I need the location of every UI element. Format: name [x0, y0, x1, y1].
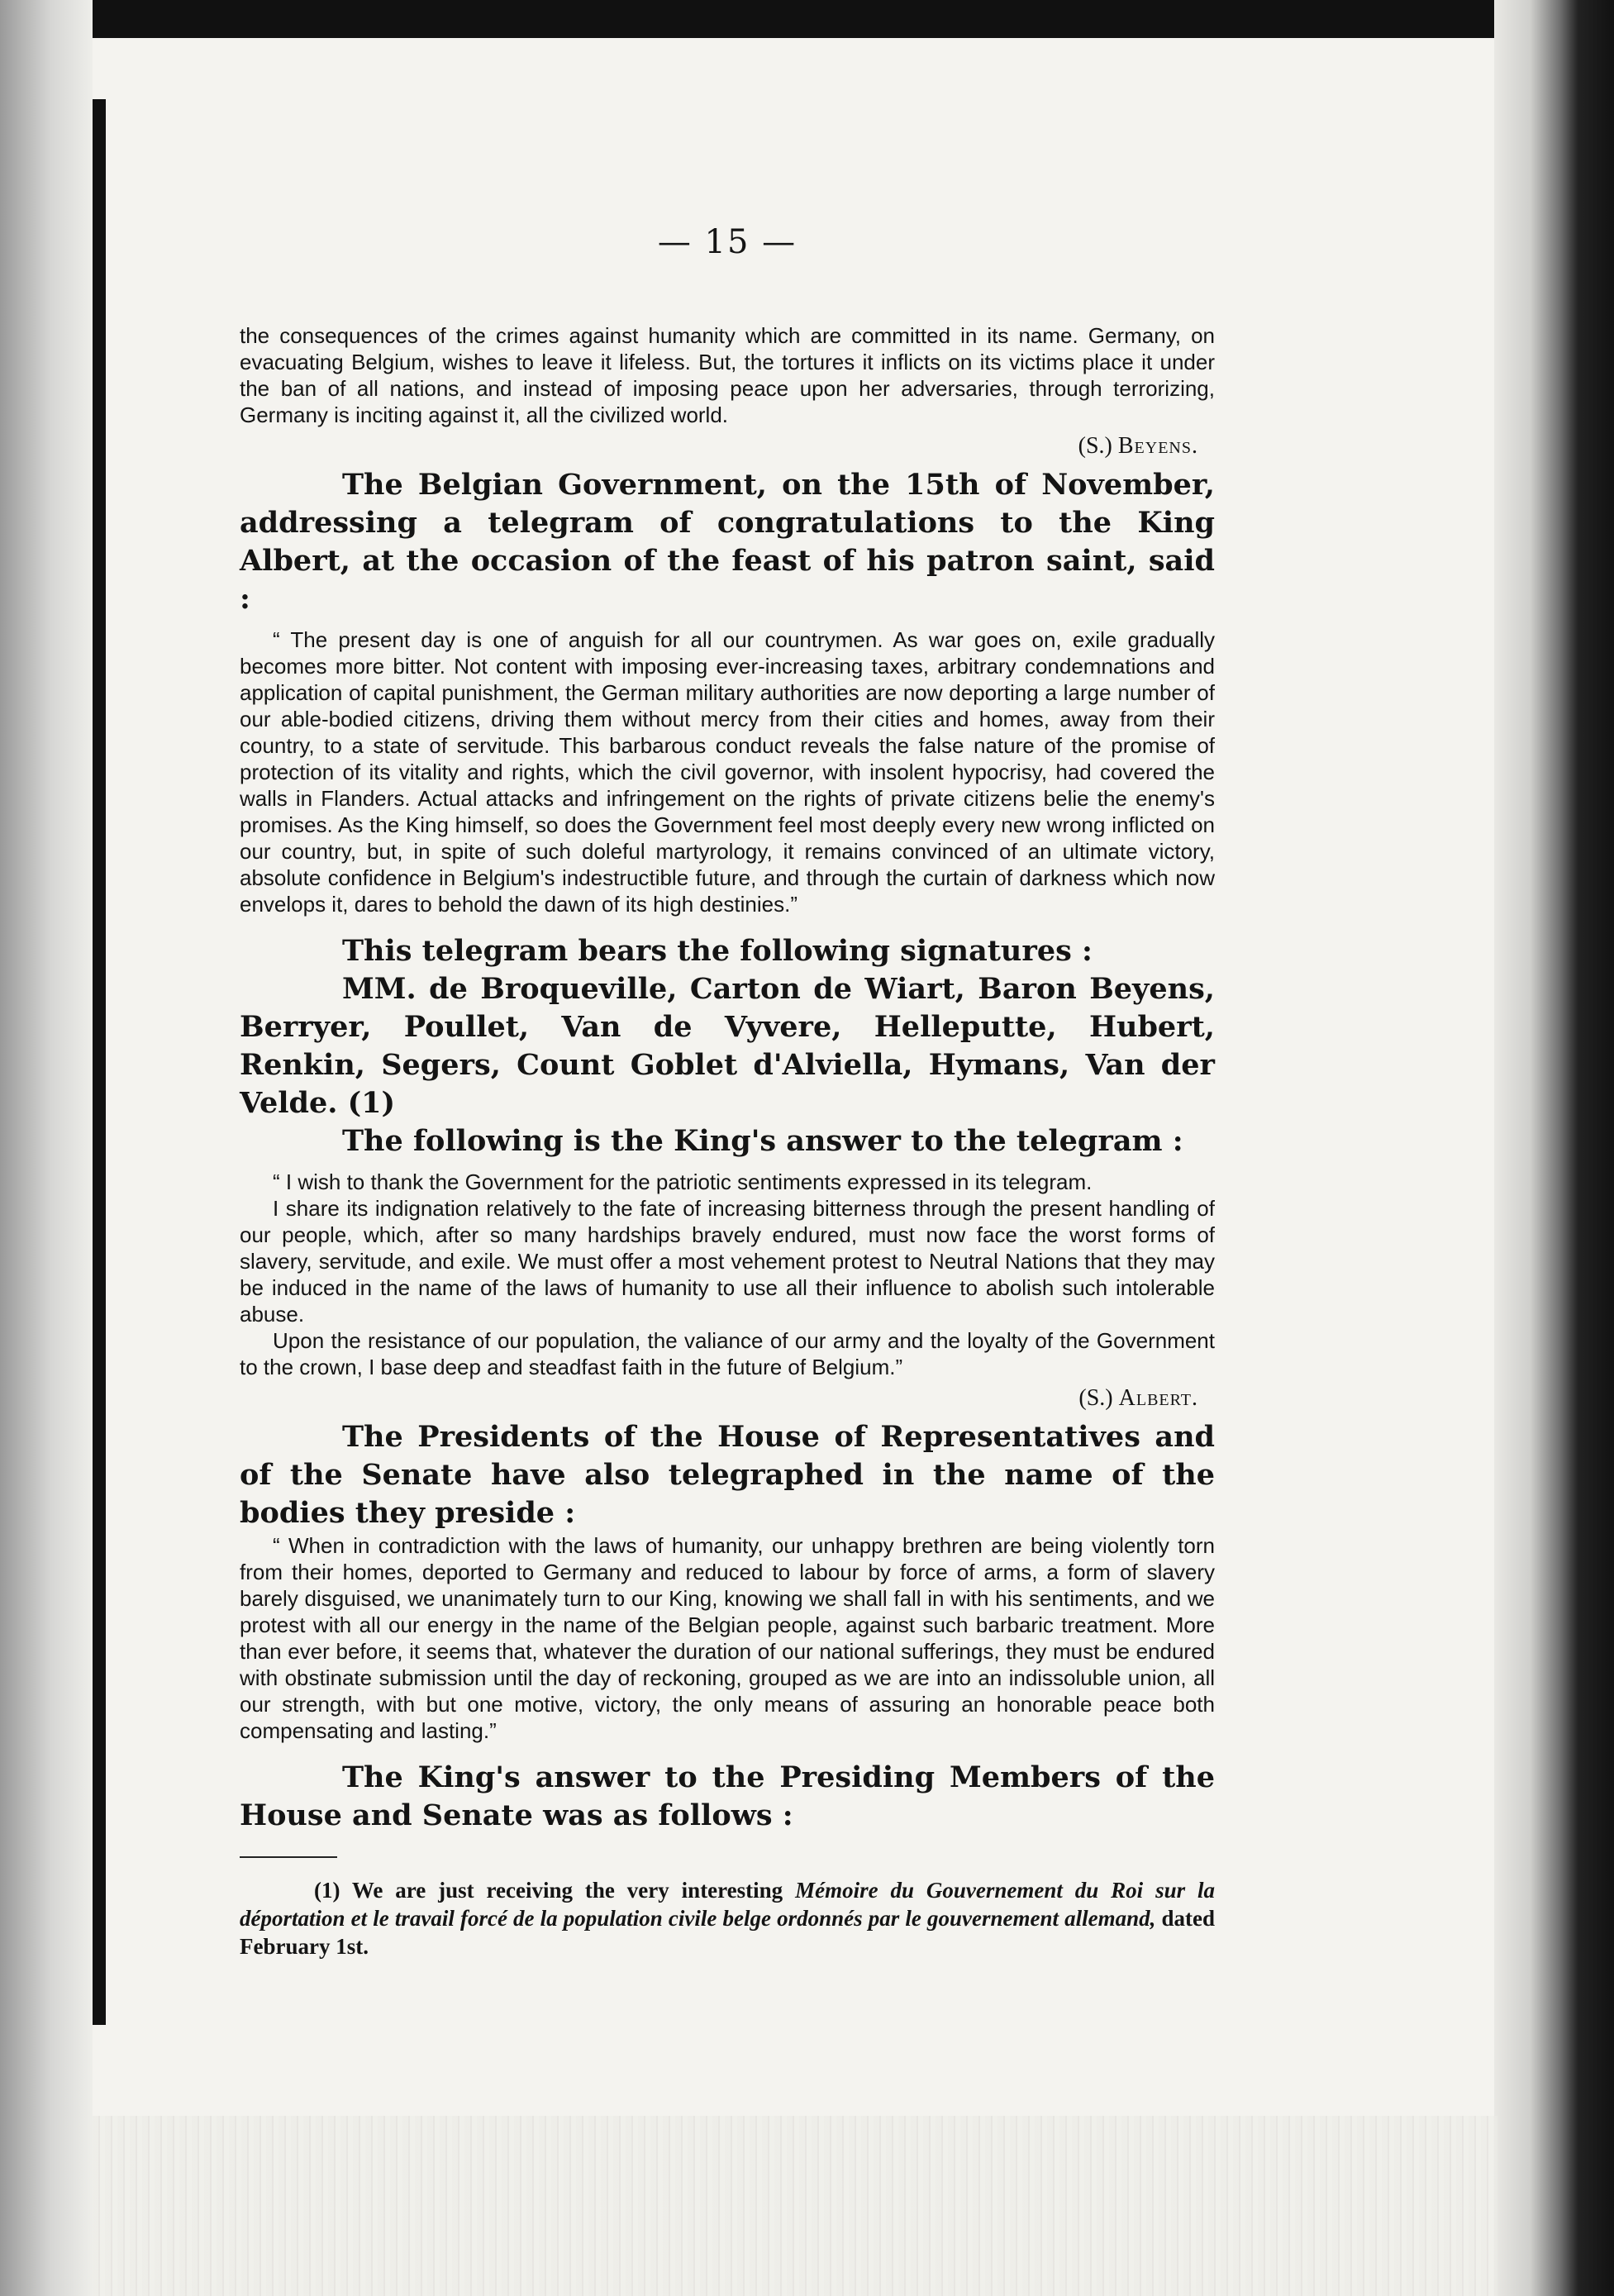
signature-prefix: (S.)	[1078, 1385, 1113, 1411]
signature-name: Albert.	[1118, 1385, 1198, 1411]
section-heading-signatures: This telegram bears the following signatures :	[342, 934, 1093, 968]
signature-name: Beyens.	[1117, 433, 1198, 459]
footnote	[240, 1876, 1215, 1960]
scan-bottom-texture	[93, 2116, 1497, 2296]
signature-prefix: (S.)	[1078, 433, 1112, 459]
page-number: — 15 —	[657, 223, 797, 261]
signature-albert	[240, 1385, 1215, 1412]
quote-government-telegram: “ The present day is one of anguish for all our countrymen. As war goes on, exile gradually becomes more bitter. Not content with imposing ever-increasing taxes, arbitrary condemnations and application of capital punishment, the German military authorities are now deporting a large number of our able-bodied citizens, driving them without mercy from their cities and homes, away from their country, to a state of servitude. This barbarous conduct reveals the false nature of the promise of protection of its vitality and rights, which the civil governor, with insolent hypocrisy, had covered the walls in Flanders. Actual attacks and infringement on the rights of private citizens belie the enemy's promises. As the King himself, so does the Government feel most deeply every new wrong inflicted on our country, but, in spite of such doleful martyrology, it remains convinced of an ultimate victory, absolute confidence in Belgium's indestructible future, and through the curtain of darkness which now envelops it, dares to behold the dawn of its high destinies.”	[240, 627, 1215, 917]
section-heading-presidents: The Presidents of the House of Representatives and of the Senate have also telegraphed in the name of the bodies they preside :	[240, 1420, 1215, 1530]
scan-left-shadow	[0, 0, 93, 2296]
signatures-list: MM. de Broqueville, Carton de Wiart, Baron Beyens, Berryer, Poullet, Van de Vyvere, Helleputte, Hubert, Renkin, Segers, Count Goblet d'Alviella, Hymans, Van der Velde. (1)	[240, 972, 1215, 1120]
footnote-rule	[240, 1856, 337, 1858]
footnote-title: Mémoire du Gouvernement du Roi sur la déportation et le travail forcé de la population civile belge ordonnés par le gouvernement allemand,	[240, 1878, 1216, 1931]
quote-king-answer-1: “ I wish to thank the Government for the patriotic sentiments expressed in its telegram.	[273, 1169, 1093, 1194]
section-heading-kings-answer-presidents: The King's answer to the Presiding Members of the House and Senate was as follows :	[240, 1760, 1215, 1832]
quote-king-answer-2: I share its indignation relatively to the fate of increasing bitterness through the present handling of our people, which, after so many hardships bravely endured, must now face the worst forms of slavery, servitude, and exile. We must offer a most vehement protest to Neutral Nations that they may be induced in the name of the laws of humanity to use all their influence to abolish such intolerable abuse.	[240, 1196, 1215, 1327]
section-heading-kings-answer: The following is the King's answer to the telegram :	[342, 1124, 1183, 1158]
scan-left-binding	[93, 99, 106, 2025]
section-heading-government-telegram: The Belgian Government, on the 15th of November, addressing a telegram of congratulations to the King Albert, at the occasion of the feast of his patron saint, said :	[240, 468, 1215, 616]
document-page	[240, 223, 1215, 1960]
footnote-text-end: dated February 1st.	[240, 1906, 1215, 1959]
footnote-text-start: (1) We are just receiving the very interesting	[314, 1878, 783, 1903]
scan-top-border	[0, 0, 1614, 38]
quote-king-answer-3: Upon the resistance of our population, the valiance of our army and the loyalty of the Government to the crown, I base deep and steadfast faith in the future of Belgium.”	[240, 1328, 1215, 1379]
paragraph-continuation: the consequences of the crimes against humanity which are committed in its name. Germany, on evacuating Belgium, wishes to leave it lifeless. But, the tortures it inflicts on its victims place it under the ban of all nations, and instead of imposing peace upon her adversaries, through terrorizing, Germany is inciting against it, all the civilized world.	[240, 323, 1215, 427]
quote-presidents-telegram: “ When in contradiction with the laws of humanity, our unhappy brethren are being violently torn from their homes, deported to Germany and reduced to labour by force of arms, a form of slavery barely disguised, we unanimately turn to our King, knowing we shall fall in with his sentiments, and we protest with all our energy in the name of the Belgian people, against such barbaric treatment. More than ever before, it seems that, whatever the duration of our national sufferings, they must be endured with obstinate submission until the day of reckoning, grouped as we are into an indissoluble union, all our strength, with but one motive, victory, the only means of assuring an honorable peace both compensating and lasting.”	[240, 1533, 1215, 1743]
scan-right-edge	[1494, 0, 1614, 2296]
signature-beyens	[240, 433, 1215, 460]
